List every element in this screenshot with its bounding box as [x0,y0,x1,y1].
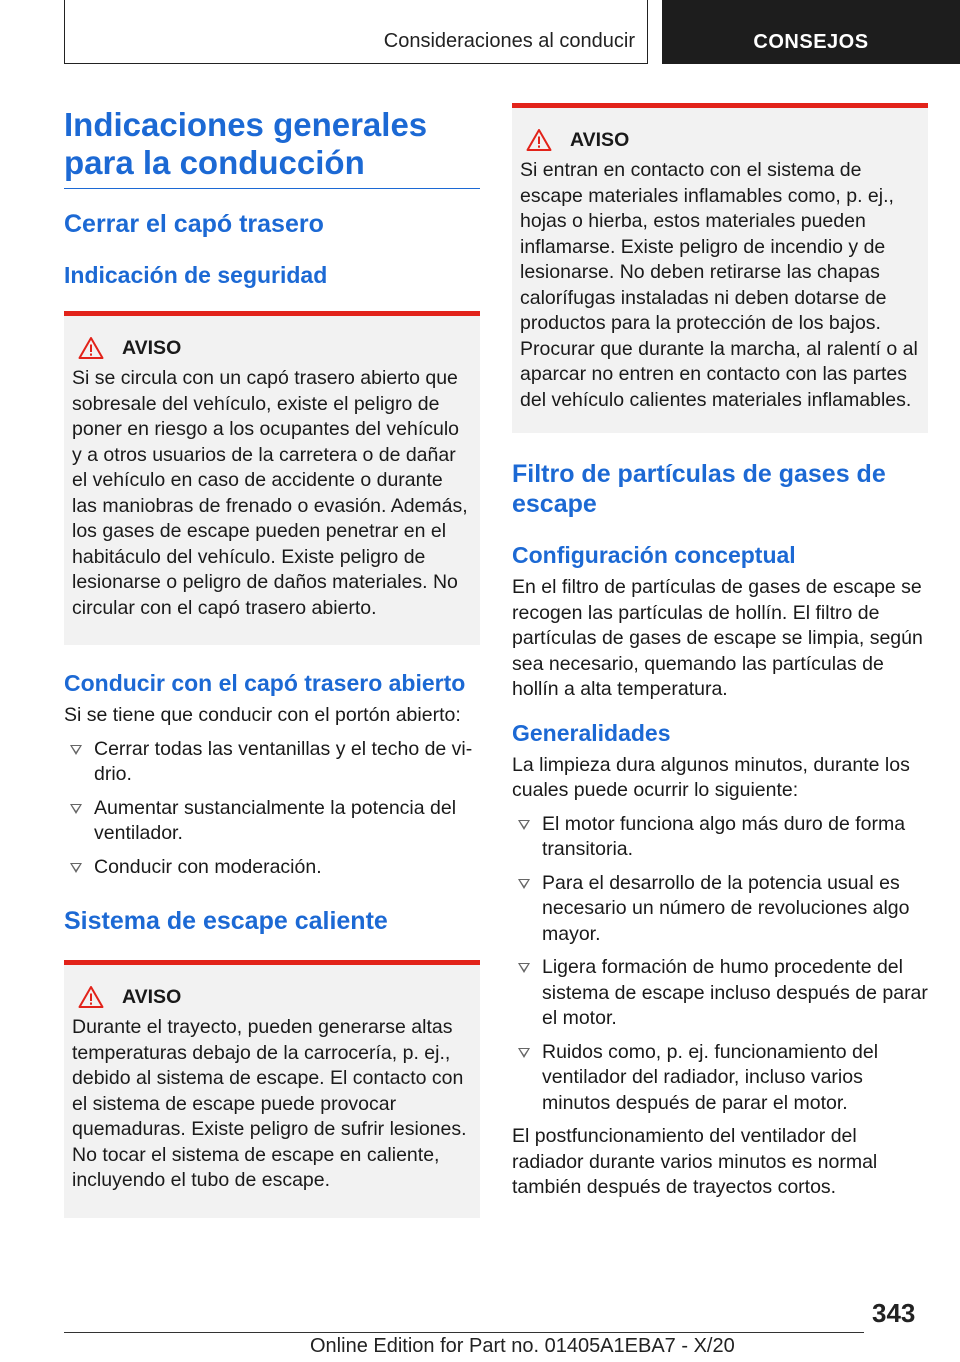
list-triangle-icon [70,804,82,814]
warning-box-inflamables [512,103,928,433]
list-item: Ruidos como, p. ej. funcionamiento del ventilador del radiador, incluso varios minutos después de parar el motor. [512,1040,928,1117]
list-item: Conducir con moderación. [64,855,480,881]
warning-text: Si se circula con un capó trasero abierto que sobresale del vehículo, existe el peligro de poner en riesgo a los ocupantes del vehículo y a otros usuarios de la carretera o de dañar el vehículo en caso de accidente o durante las maniobras de frenado o evasión. Además, los gases de escape pueden penetrar en el habitáculo del vehículo. Existe peligro de lesionarse o peligro de daños materiales. No circular con el capó trasero abierto. [72,367,468,619]
heading-configuracion: Configuración conceptual [512,542,796,568]
warning-triangle-icon [78,985,104,1009]
heading-conducir-capo: Conducir con el capó trasero abierto [64,670,466,696]
list-triangle-icon [518,879,530,889]
header-chapter-title: CONSEJOS [753,31,869,53]
heading-generalidades: Generalidades [512,719,671,746]
warning-box-capo [64,311,480,645]
page-number: 343 [872,1298,916,1328]
warning-box-escape [64,960,480,1218]
conducir-list [64,737,480,881]
warning-triangle-icon [78,336,104,360]
list-triangle-icon [518,820,530,830]
list-triangle-icon [70,745,82,755]
list-triangle-icon [518,963,530,973]
warning-text: Durante el trayecto, pueden generarse altas temperaturas debajo de la carrocería, p. ej., debido al sistema de escape. El contacto con el sistema de escape puede provocar quemaduras. Existe peligro de sufrir lesiones. No tocar el sistema de escape en caliente, incluyendo el tubo de escape. [72,1016,467,1191]
conducir-intro: Si se tiene que conducir con el portón abierto: [64,704,461,726]
header-section-title: Consideraciones al conducir [383,30,635,52]
warning-triangle-icon [526,128,552,152]
list-triangle-icon [518,1048,530,1058]
general-outro: El postfuncionamiento del ventilador del radiador durante varios minutos es normal también después de trayectos cortos. [512,1125,878,1198]
header-section [64,0,648,64]
left-column [64,100,480,1218]
list-item: Ligera formación de humo procedente del sistema de escape incluso después de parar el motor. [512,955,928,1032]
list-item: Cerrar todas las ventanillas y el techo de vidrio. [64,737,480,788]
heading-escape-caliente: Sistema de escape caliente [64,907,388,935]
general-list [512,812,928,1117]
warning-label: AVISO [570,128,630,151]
warning-label: AVISO [122,985,182,1008]
warning-label: AVISO [122,336,182,359]
heading-cerrar-capo: Cerrar el capó trasero [64,210,324,238]
list-item: Aumentar sustancialmente la potencia del ventilador. [64,796,480,847]
header-chapter [662,0,960,64]
list-item: Para el desarrollo de la potencia usual es necesario un número de revoluciones algo mayor. [512,871,928,948]
page-title: Indicaciones generales para la conducción [64,106,480,189]
footer-edition: Online Edition for Part no. 01405A1EBA7 - X/20 [310,1335,735,1357]
general-intro: La limpieza dura algunos minutos, durante los cuales puede ocurrir lo siguiente: [512,753,910,801]
heading-filtro-particulas: Filtro de partículas de gases de escape [512,460,886,518]
heading-indicacion-seguridad: Indicación de seguridad [64,262,328,288]
config-text: En el filtro de partículas de gases de escape se recogen las partículas de hollín. El filtro de partículas de gases de escape se limpia, según sea necesario, quemando las partículas de hollín a alta temperatura. [512,576,923,700]
footer-divider [64,1332,864,1333]
list-triangle-icon [70,863,82,873]
warning-text: Si entran en contacto con el sistema de escape materiales inflamables como, p. ej., hojas o hierba, estos materiales pueden inflamarse. Existe peligro de incendio y de lesionarse. No deben retirarse las chapas calorífugas instaladas ni deben dotarse de productos para la protección de los bajos. Procurar que durante la marcha, al ralentí o al aparcar no entren en contacto con las partes del vehículo calientes materiales inflamables. [520,159,918,411]
list-item: El motor funciona algo más duro de forma transitoria. [512,812,928,863]
right-column [512,103,928,1201]
